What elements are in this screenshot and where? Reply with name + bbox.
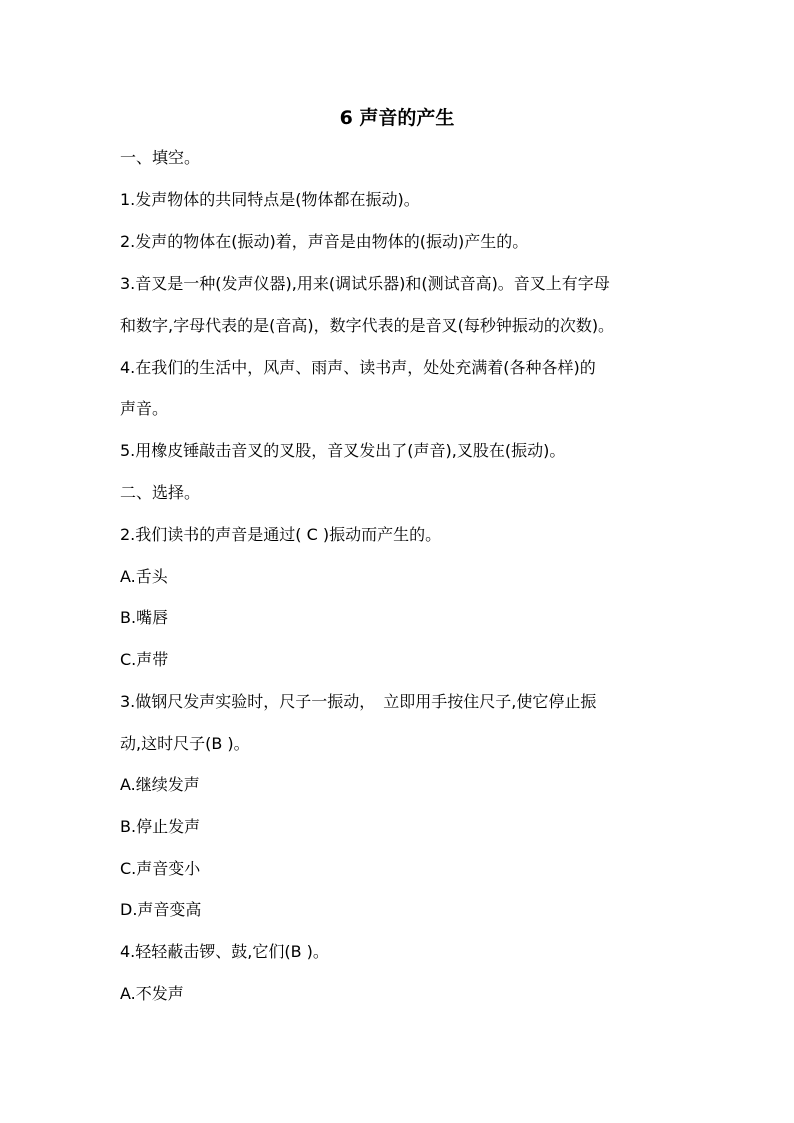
option-line: D.声音变高 xyxy=(120,900,202,919)
question-line: 和数字,字母代表的是(音高)，数字代表的是音叉(每秒钟振动的次数)。 xyxy=(120,316,615,335)
question-line: 2.我们读书的声音是通过( C )振动而产生的。 xyxy=(120,525,442,544)
document-title: 6 声音的产生 xyxy=(339,107,455,129)
question-line: 1.发声物体的共同特点是(物体都在振动)。 xyxy=(120,190,420,209)
option-line: B.嘴唇 xyxy=(120,608,169,627)
question-line: 动,这时尺子(B )。 xyxy=(120,734,250,753)
question-line: 4.轻轻蔽击锣、鼓,它们(B )。 xyxy=(120,942,329,961)
question-line: 2.发声的物体在(振动)着，声音是由物体的(振动)产生的。 xyxy=(120,232,529,251)
option-line: C.声带 xyxy=(120,650,169,669)
option-line: C.声音变小 xyxy=(120,859,201,878)
section-heading-choice: 二、选择。 xyxy=(120,483,201,502)
section-heading-fill-in: 一、填空。 xyxy=(120,148,201,167)
option-line: A.舌头 xyxy=(120,567,168,586)
question-line: 4.在我们的生活中，风声、雨声、读书声，处处充满着(各种各样)的 xyxy=(120,358,596,377)
option-line: B.停止发声 xyxy=(120,817,201,836)
question-line: 3.做钢尺发声实验时，尺子一振动， 立即用手按住尺子,使它停止振 xyxy=(120,692,597,711)
option-line: A.继续发声 xyxy=(120,775,200,794)
question-line: 3.音叉是一种(发声仪器),用来(调试乐器)和(测试音高)。音叉上有字母 xyxy=(120,274,610,293)
question-line: 5.用橡皮锤敲击音叉的叉股，音叉发出了(声音),叉股在(振动)。 xyxy=(120,441,566,460)
question-line: 声音。 xyxy=(120,399,169,418)
option-line: A.不发声 xyxy=(120,984,184,1003)
